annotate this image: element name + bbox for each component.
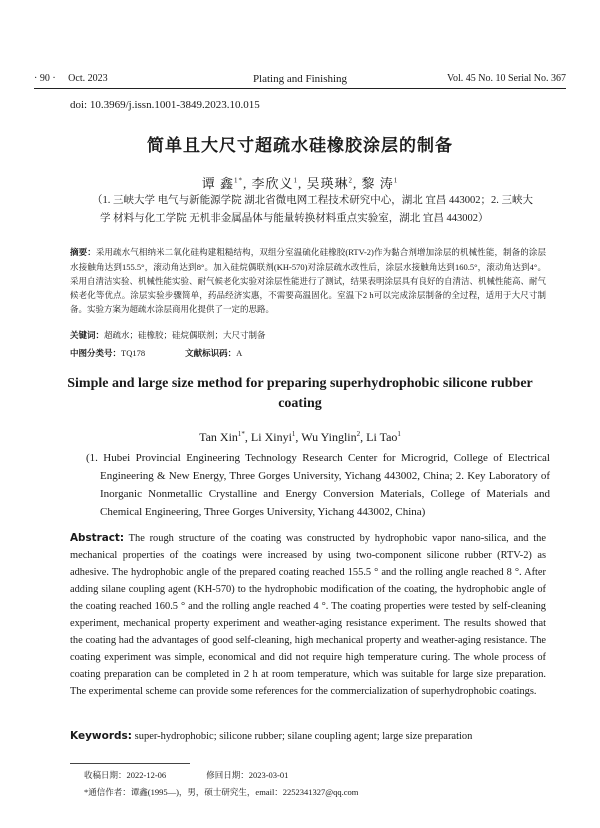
english-title: Simple and large size method for preparing superhydrophobic silicone rubber coating [67, 376, 533, 411]
footnote-divider [70, 763, 190, 764]
author-name: 李欣义 [251, 176, 294, 191]
english-affiliation: (1. Hubei Provincial Engineering Technology Research Center for Microgrid, College of Electrical Engineering & New Energy, Three Gorges University, Yichang 443002, China; 2. Key Laboratory of Inorganic Nonmetallic Crystalline and Energy Conversion Materials, College of Materials and Chemical Engineering, Three Gorges University, Yichang 443002, China) [86, 452, 550, 518]
author-affil-mark: 2 [356, 430, 361, 438]
doc-code-label: 文献标识码： [185, 349, 237, 359]
classification-line [70, 346, 242, 361]
chinese-affiliation: （1. 三峡大学 电气与新能源学院 湖北省微电网工程技术研究中心，湖北 宜昌 443002；2. 三峡大学 材料与化工学院 无机非金属晶体与能量转换材料重点实验室，湖北 宜昌 443002） [92, 195, 533, 224]
volume-info: Vol. 45 No. 10 Serial No. 367 [447, 73, 566, 84]
english-abstract-text: The rough structure of the coating was constructed by hydrophobic vapor nano-silica, and the mechanical properties of the coatings were increased by using two-component silicone rubber (RTV-2) as adhesive. The hydrophobic angle of the prepared coating reached 155.5 ° and the rolling angle reached 8 °. After adding silane coupling agent (KH-570) to the hydrophobic modification of the coating, the hydrophobic angle of the coating reached 160.5 ° and the rolling angle reached 4 °. The coating properties were tested by self-cleaning experiment, mechanical property experiment and weather-aging resistance experiment. The results showed that the coating had the advantages of good self-cleaning, high mechanical property and weather-aging resistance. The coating experiment was simple, economical and did not require high temperature curing. The whole process of coating preparation can be completed in 2 h at room temperature, which was suitable for large size preparation. The experimental scheme can provide some references for the commercialization of superhydrophobic coatings. [70, 533, 546, 697]
author-affil-mark: 1 [293, 176, 298, 185]
chinese-abstract-text: 采用疏水气相纳米二氧化硅构建粗糙结构，双组分室温硫化硅橡胶(RTV-2)作为黏合剂增加涂层的机械性能，制备的涂层水接触角达到155.5°，滚动角达到8°。加入硅烷偶联剂(KH-570)对涂层疏水改性后，涂层水接触角达到160.5°，滚动角达到4°。采用自清洁实验、机械性能实验、耐气候老化实验对涂层性能进行了测试，结果表明涂层具有良好的自清洁、机械性能高、耐气候老化等优点。涂层实验步骤简单，药品经济实惠，不需要高温固化。室温下2 h可以完成涂层制备的全过程，适用于大尺寸制备。实验方案为超疏水涂层商用化提供了一定的思路。 [70, 247, 547, 314]
english-abstract-label: Abstract: [70, 532, 125, 544]
english-keywords-text: super-hydrophobic; silicone rubber; silane coupling agent; large size preparation [134, 731, 473, 742]
chinese-keywords-text: 超疏水；硅橡胶；硅烷偶联剂；大尺寸制备 [104, 330, 266, 340]
english-keywords-label: Keywords: [70, 730, 132, 742]
author-name: Li Tao [366, 430, 398, 444]
author-affil-mark: 1 [291, 430, 296, 438]
english-authors: Tan Xin$^{1*}$, Li Xinyi$^1$, Wu Yinglin$^2$, Li Tao$^1$ [199, 430, 401, 444]
issue-date: Oct. 2023 [68, 73, 108, 84]
english-keywords [70, 728, 546, 745]
revised-label: 修回日期： [206, 770, 249, 780]
doc-code: A [236, 348, 243, 358]
received-label: 收稿日期： [84, 770, 127, 780]
chinese-abstract-label: 摘要： [70, 248, 96, 258]
author-name: Tan Xin [199, 430, 238, 444]
running-head [34, 70, 566, 89]
author-affil-mark: 1* [233, 176, 243, 185]
journal-name: Plating and Finishing [252, 73, 348, 85]
author-name: 吴瑛琳 [306, 176, 349, 191]
author-affil-mark: 1 [397, 430, 401, 438]
author-affil-mark: 1* [237, 430, 245, 438]
chinese-authors: 谭 鑫$^{1*}$, 李欣义$^1$, 吴瑛琳$^2$, 黎 涛$^1$ [201, 176, 399, 191]
author-name: Wu Yinglin [301, 430, 357, 444]
corresponding-author-label: *通信作者： [84, 787, 131, 797]
english-abstract [70, 530, 546, 700]
author-name: Li Xinyi [250, 430, 292, 444]
received-date: 2022-12-06 [126, 770, 167, 780]
chinese-abstract [70, 245, 546, 316]
doi[interactable]: doi: 10.3969/j.issn.1001-3849.2023.10.015 [70, 99, 260, 111]
class-number: TQ178 [121, 348, 146, 358]
class-number-label: 中图分类号： [70, 349, 122, 359]
corresponding-author-info: 谭鑫(1995—)，男，硕士研究生，email：2252341327@qq.com [130, 787, 359, 797]
author-affil-mark: 1 [393, 176, 399, 185]
revised-date: 2023-03-01 [248, 770, 289, 780]
chinese-keywords [70, 328, 546, 343]
chinese-title: 简单且大尺寸超疏水硅橡胶涂层的制备 [147, 136, 453, 156]
author-name: 黎 涛 [361, 176, 394, 191]
chinese-keywords-label: 关键词： [70, 331, 105, 341]
footnote-dates [84, 767, 358, 784]
footnotes [84, 767, 358, 801]
footnote-author [84, 784, 358, 801]
page-number: · 90 · [34, 73, 56, 84]
author-affil-mark: 2 [348, 176, 354, 185]
author-name: 谭 鑫 [201, 176, 234, 191]
